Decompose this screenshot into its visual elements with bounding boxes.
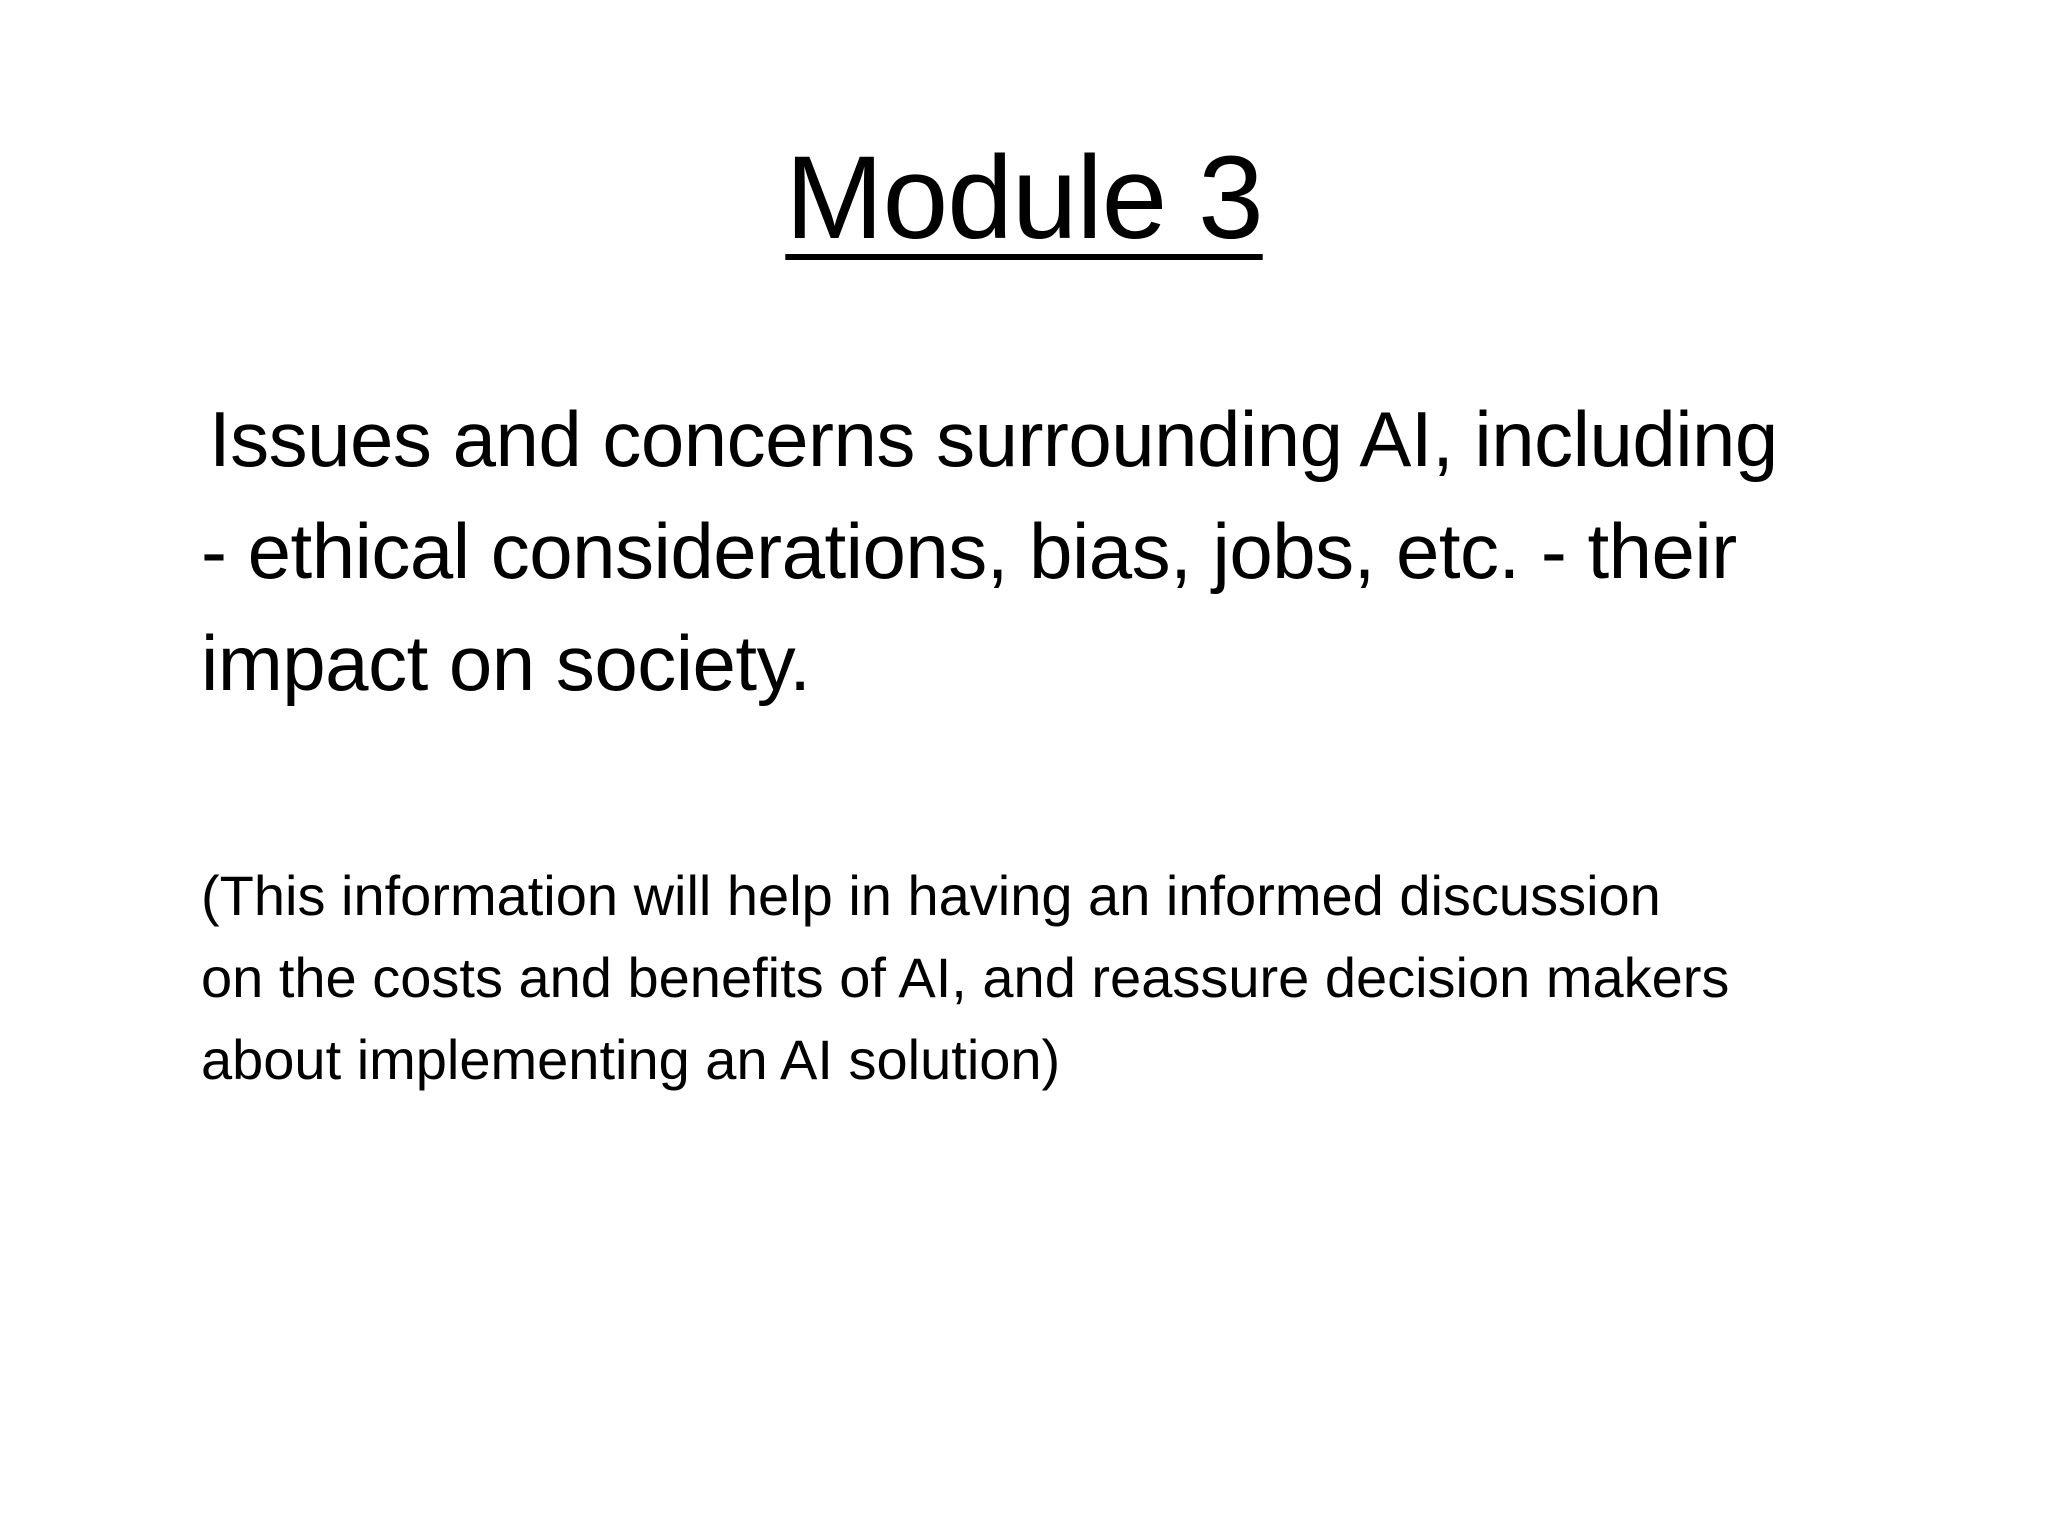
main-description-line: impact on society. [201,619,811,707]
slide-title-text: Module 3 [785,132,1263,264]
main-description [201,383,1901,719]
main-description-line: - ethical considerations, bias, jobs, etc. - their [201,507,1737,595]
note-line: about implementing an AI solution) [201,1028,1061,1091]
note-line: (This information will help in having an informed discussion [201,864,1661,927]
slide-title [0,128,2048,268]
note-line: on the costs and benefits of AI, and reassure decision makers [201,946,1730,1009]
main-description-line: Issues and concerns surrounding AI, including [209,395,1778,483]
note-paragraph [201,855,1921,1101]
